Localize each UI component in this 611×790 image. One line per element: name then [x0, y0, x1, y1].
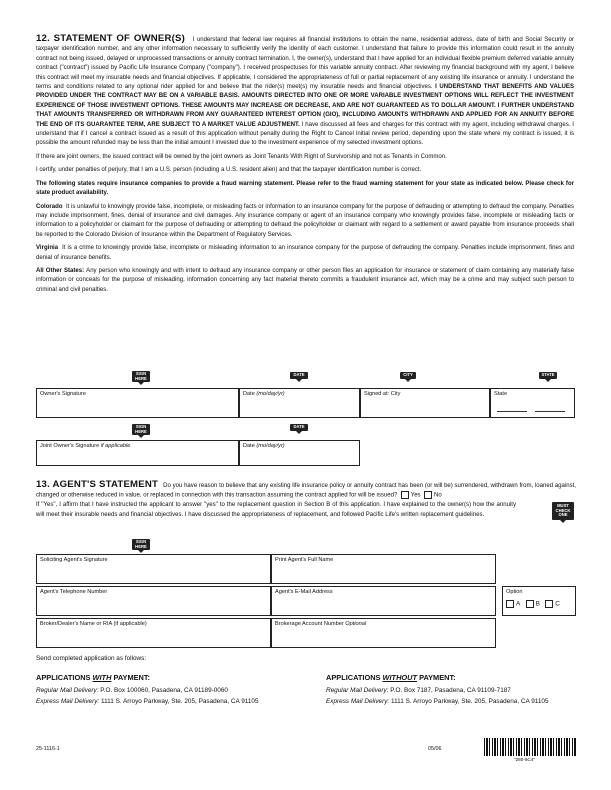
- barcode-image: [484, 738, 576, 756]
- page-content: [36, 34, 574, 295]
- other-states-para: [36, 267, 574, 295]
- agent-full-name-label: Print Agent's Full Name: [275, 557, 334, 563]
- joint-if-applicable: if applicable: [100, 443, 131, 449]
- option-b-checkbox[interactable]: [526, 600, 534, 608]
- colorado-label: Colorado: [36, 203, 63, 210]
- section12-para1a: I understand that federal law requires all financial institutions to obtain the name, residential address, date of birth and Social Security or taxpayer identification number, and any other information necessary to sufficiently verify the identity of each customer. I understand that failure to provide this information could result in the annuity contract not being issued, delayed or unprocessed transactions or annuity contract termination. I, the owner(s), understand that I have applied for an individual flexible premium deferred variable annuity contract ("contract") issued by Pacific Life Insurance Company ("company"). I received prospectuses for this variable annuity contract. After reviewing my financial background with my agent, I believe this contract will meet my insurable needs and financial objectives. If applicable, I considered the appropriateness of full or partial replacement of any existing life insurance or annuity. I understand the terms and conditions related to any optional rider applied for and believe that the rider(s) meet(s) my insurable needs and financial objectives.: [36, 37, 575, 91]
- brokerage-account-field[interactable]: [271, 618, 496, 648]
- without-express-mail: Express Mail Delivery: 1111 S. Arroyo Parkway, Ste. 205, Pasadena, CA 91105: [326, 698, 549, 705]
- virginia-label: Virginia: [36, 245, 59, 252]
- form-date: 05/06: [428, 746, 442, 752]
- option-field: [502, 586, 576, 616]
- soliciting-agent-signature-field[interactable]: [36, 554, 271, 584]
- agent-full-name-field[interactable]: [271, 554, 496, 584]
- certify-para: I certify, under penalties of perjury, that I am a U.S. person (including a U.S. resident alien) and that the taxpayer identification number is correct.: [36, 167, 422, 174]
- section13-para2: If "Yes", I affirm that I have instructed the applicant to answer "yes" to the replacement question in Section B of this application. I have explained to the owner(s) how the annuity will meet their insurable needs and financial objectives. I have discussed the appropriateness of replacement, and followed Pacific Life's written replacement guidelines.: [36, 502, 516, 518]
- broker-dealer-label: Broker/Dealer's Name or RIA (if applicable): [40, 621, 147, 627]
- virginia-text: It is a crime to knowingly provide false, incomplete or misleading information to an insurance company for the purpose of defrauding the company. Penalties include imprisonment, fines and denial of insurance benefits.: [36, 245, 574, 261]
- signed-at-city-field[interactable]: [360, 388, 490, 418]
- signed-at-label: Signed at: City: [364, 391, 401, 397]
- option-a-label: A: [516, 600, 521, 608]
- no-label: No: [433, 493, 442, 499]
- date-tag-joint: DATE: [290, 424, 308, 431]
- owner-date-format: (mo/day/yr): [256, 391, 285, 397]
- section12-para1-bold: I UNDERSTAND THAT BENEFITS AND VALUES PROVIDED UNDER THE CONTRACT MAY BE ON A VARIABLE BASIS. AMOUNTS DIRECTED INTO ONE OR MORE VARIABLE INVESTMENT OPTIONS WILL REFLECT THE INVESTMENT EXPERIENCE OF THOSE INVESTMENT OPTIONS. THESE AMOUNTS MAY INCREASE OR DECREASE, AND ARE NOT GUARANTEED AS TO DOLLAR AMOUNT. I FURTHER UNDERSTAND THAT AMOUNTS TRANSFERRED OR WITHDRAWN FROM ANY GUARANTEED INTEREST OPTION (GIO), INCLUDING AMOUNTS WITHDRAWN AND APPLIED FOR AN ANNUITY BEFORE THE END OF ITS GUARANTEE TERM, ARE SUBJECT TO A MARKET VALUE ADJUSTMENT.: [36, 84, 574, 128]
- other-states-text: Any person who knowingly and with intent to defraud any insurance company or other person files an application for insurance or statement of claim containing any materially false information or conceals for the purpose of misleading, information concerning any fact material thereto commits a fraudulent insurance act, which may be a crime and may subject such person to criminal and civil penalties.: [36, 267, 574, 293]
- with-express-mail: Express Mail Delivery: 1111 S. Arroyo Parkway, Ste. 205, Pasadena, CA 91105: [36, 698, 259, 705]
- section13-question-text: Do you have reason to believe that any existing life insurance policy or annuity contract has been (or will be) surrendered, withdrawn from, loaned against, changed or otherwise reduced in value, or replaced in connection with this transaction assuming the contract applied for will be issued?: [36, 483, 576, 499]
- form-number: 25-1116-1: [36, 746, 60, 752]
- no-checkbox[interactable]: [424, 491, 432, 499]
- joint-date-format: (mo/day/yr): [256, 443, 285, 449]
- owner-date-field[interactable]: [239, 388, 360, 418]
- joint-date-label: Date: [243, 443, 255, 449]
- section12-title: 12. STATEMENT OF OWNER(S): [36, 33, 185, 44]
- joint-owner-signature-field[interactable]: [36, 440, 239, 466]
- must-check-one-tag: MUST CHECK ONE: [552, 502, 574, 520]
- agent-phone-field[interactable]: [36, 586, 271, 616]
- joint-owner-para: If there are joint owners, the issued contract will be owned by the joint owners as Joint Tenants With Right of Survivorship and not as Tenants in Common.: [36, 153, 447, 160]
- agent-email-label: Agent's E-Mail Address: [275, 589, 333, 595]
- sign-here-tag: SIGN HERE: [132, 371, 150, 382]
- section13: [36, 480, 576, 520]
- other-states-label: All Other States:: [36, 267, 85, 274]
- fraud-intro: The following states require insurance companies to provide a fraud warning statement. Please refer to the fraud warning statement for your state as indicated below. Please check for state product availability.: [36, 180, 574, 197]
- owner-signature-label: Owner's Signature: [40, 391, 86, 397]
- option-a-checkbox[interactable]: [506, 600, 514, 608]
- brokerage-optional: Optional: [345, 621, 367, 627]
- section13-question: [36, 480, 576, 501]
- yes-checkbox[interactable]: [401, 491, 409, 499]
- option-label: Option: [506, 589, 523, 595]
- agent-email-field[interactable]: [271, 586, 496, 616]
- city-tag: CITY: [400, 372, 416, 379]
- joint-owner-signature-label: Joint Owner's Signature: [40, 443, 100, 449]
- option-b-label: B: [535, 600, 540, 608]
- section13-title: 13. AGENT'S STATEMENT: [36, 479, 159, 490]
- option-c-label: C: [555, 600, 560, 608]
- with-payment-heading: APPLICATIONS WITH PAYMENT:: [36, 673, 151, 682]
- sign-here-tag-agent: SIGN HERE: [132, 539, 150, 550]
- with-regular-mail: Regular Mail Delivery: P.O. Box 100060, Pasadena, CA 91189-0060: [36, 687, 228, 694]
- without-payment-block: [326, 673, 586, 707]
- without-payment-heading: APPLICATIONS WITHOUT PAYMENT:: [326, 673, 456, 682]
- joint-date-field[interactable]: [239, 440, 360, 466]
- virginia-para: [36, 244, 574, 263]
- owner-signature-field[interactable]: [36, 388, 239, 418]
- owner-date-label: Date: [243, 391, 255, 397]
- colorado-para: [36, 203, 574, 241]
- brokerage-account-label: Brokerage Account Number: [275, 621, 344, 627]
- colorado-text: It is unlawful to knowingly provide false, incomplete, or misleading facts or information to an insurance company for the purpose of defrauding or attempting to defraud the company. Penalties may include imprisonment, fines, denial of insurance and civil damages. Any insurance company or agent of an insurance company who knowingly provides false, incomplete or misleading facts or information to a policyholder or claimant for the purpose of defrauding or attempting to defraud the policyholder or claimant with regard to a settlement or award payable from insurance proceeds shall be reported to the Colorado Division of Insurance within the Department of Regulatory Services.: [36, 203, 574, 238]
- state-tag: STATE: [539, 372, 557, 379]
- state-label: State: [494, 391, 508, 397]
- date-tag: DATE: [290, 372, 308, 379]
- option-c-checkbox[interactable]: [545, 600, 553, 608]
- without-regular-mail: Regular Mail Delivery: P.O. Box 7187, Pasadena, CA 91109-7187: [326, 687, 511, 694]
- send-instructions: Send completed application as follows:: [36, 655, 147, 662]
- with-payment-block: [36, 673, 296, 707]
- section12-para1: [36, 34, 574, 149]
- agent-phone-label: Agent's Telephone Number: [40, 589, 108, 595]
- yes-label: Yes: [410, 493, 421, 499]
- state-field[interactable]: [490, 388, 575, 418]
- soliciting-agent-label: Soliciting Agent's Signature: [40, 557, 108, 563]
- sign-here-tag-joint: SIGN HERE: [132, 424, 150, 435]
- barcode-text: "280-6C4": [514, 757, 535, 762]
- broker-dealer-field[interactable]: [36, 618, 271, 648]
- section12-para1c: I have discussed all fees and charges for this contract with my agent, including withdrawal charges. I understand that if I cancel a contract issued as a result of this application without penalty during the Right to Cancel initial review period, depending upon the state where my contract is issued, it is possible the amount refunded may be less than the initial amount I invested due to the investment experience of my selected investment options.: [36, 121, 574, 147]
